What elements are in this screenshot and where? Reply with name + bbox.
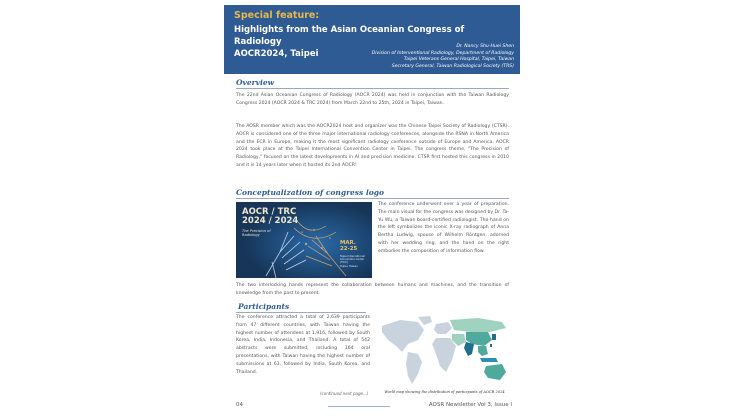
author-affiliation: Division of Interventional Radiology, Department of Radiology [371,50,514,56]
overview-paragraph: The AOSR member which was the AOCR2024 host and organizer was the Chinese Taipei Society of Radiology (CTSR). AOCR is considered one of the three major international radiology conferences, alongside the RSNA in North America and the ECR in Europe, making it the most significant radiology conference outside of Europe and America. AOCR 2024 took place at the Taipei International Convention Center in Taipei. The congress theme, "The Precision of Radiology," focused on the latest developments in AI and precision medicine. CTSR first hosted this congress in 2010 and it is 14 years later when it hosted its 2nd AOCR! [236,124,509,168]
logo-date [340,240,357,253]
feature-title-line: AOCR2024, Taipei [234,49,319,59]
map-korea-japan [492,334,496,340]
section-divider [236,198,509,199]
feature-header [224,5,520,74]
logo-venue [340,255,372,268]
world-map-figure [378,314,511,397]
map-greenland [418,316,432,325]
logo-subtitle-line: The Precision of [242,229,271,233]
map-southeast-asia [478,346,488,356]
map-india [464,342,474,356]
section-heading-overview: Overview [236,78,275,87]
map-north-america [382,320,424,352]
section-divider [236,312,366,313]
world-map-graphic [378,314,511,388]
section-divider [236,88,509,89]
logo-venue-line: Taipei, Taiwan [340,264,358,268]
newsletter-issue: AOSR Newsletter Vol 3, Issue I [428,402,512,408]
logo-closing-paragraph: The two interlocking hands represent the collaboration between humans and machines, and the transition of knowledge from the past to present. [236,283,509,296]
congress-logo-image [236,202,372,278]
logo-venue-line: Convention Center (TICC) [340,258,365,265]
map-africa [432,338,456,372]
logo-subtitle [242,229,271,237]
map-australia [484,364,506,380]
logo-date-line: MAR. [340,240,356,246]
author-affiliation: Taipei Veterans General Hospital, Taipei, Taiwan [403,57,514,62]
feature-kicker: Special feature: [234,10,320,21]
newsletter-page [224,0,520,418]
map-caption: World map showing the distribution of participants of AOCR 2024 [384,390,505,394]
map-europe [434,322,452,334]
logo-title-line: 2024 / 2024 [242,216,299,226]
map-indonesia [480,358,498,362]
continued-note: (continued next page...) [320,391,369,396]
author-name: Dr. Nancy Shu-Huei Shen [456,44,514,49]
logo-title [242,208,298,226]
logo-paragraph: The conference underwent over a year of preparation. The main visual for the congress was designed by Dr. Ta-Yu Wu, a Taiwan board-certified radiologist. The hand on the left symbolizes the iconic X-ray radiograph of Anna Bertha Ludwig, spouse of Wilhelm Röntgen, adorned with her wedding ring, and the hand on the right embodies the composition of information flow. [378,202,509,254]
page-number: 04 [236,402,243,408]
author-affiliation: Secretary General, Taiwan Radiological Society (TRS) [391,63,514,69]
feature-title-line: Highlights from the Asian Oceanian Congress of Radiology [234,25,465,47]
logo-venue-line: Taipei International [340,255,365,258]
author-block [372,44,514,70]
logo-subtitle-line: Radiology [242,233,260,238]
logo-date-line: 22-25 [340,246,358,253]
participants-paragraph: The conference attracted a total of 2,639 participants from 47 different countries, with Taiwan having the highest number of attendees at 1,916, followed by South Korea, India, Indonesia, and Thailand. A total of 542 abstracts were submitted, including 164 oral presentations, with Taiwan having the highest number of submissions at 63, followed by India, South Korea, and Thailand. [236,315,370,375]
map-south-america [406,352,422,384]
footer-divider [328,406,390,407]
section-heading-logo: Conceptualization of congress logo [236,188,384,197]
section-heading-participants: Participants [238,302,290,311]
map-russia [450,318,506,332]
overview-paragraph: The 22nd Asian Oceanian Congress of Radiology (AOCR 2024) was held in conjunction with the Taiwan Radiology Congress 2024 (AOCR 2024 & TRC 2024) from March 22nd to 25th, 2024 in Taipei, Taiwan. [236,93,509,106]
map-taiwan [490,344,492,347]
logo-title-line: AOCR / TRC [242,207,297,217]
